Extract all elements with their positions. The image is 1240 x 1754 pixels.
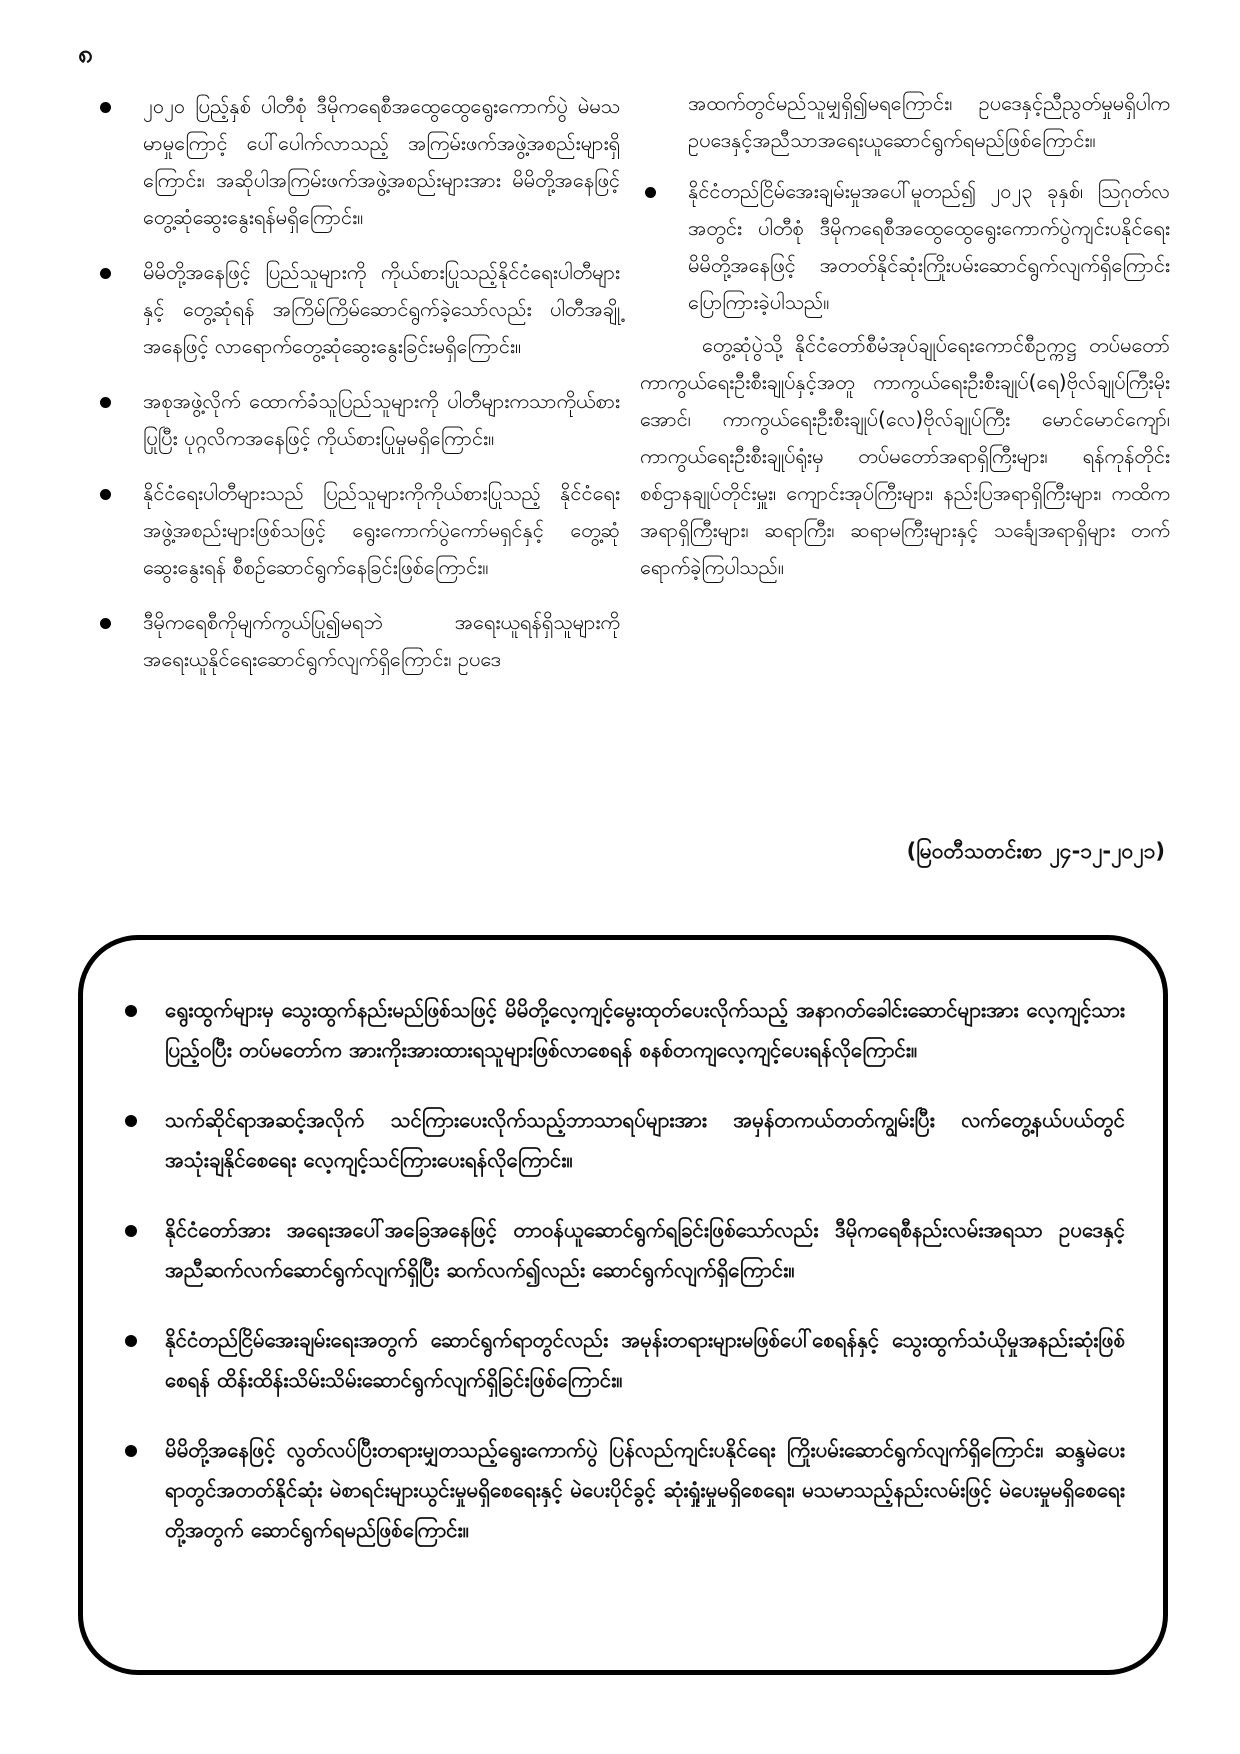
box-bullet-list xyxy=(125,990,1125,1580)
list-item: ၂၀၂၀ ပြည့်နှစ် ပါတီစုံ ဒီမိုကရေစီအထွေထွေရွေးကောက်ပွဲ မဲမသမာမှုကြောင့် ပေါ်ပေါက်လာသည့် အကြမ်းဖက်အဖွဲ့အစည်းများရှိကြောင်း၊ အဆိုပါအကြမ်းဖက်အဖွဲ့အစည်းများအား မိမိတို့အနေဖြင့် တွေ့ဆုံဆွေးနွေးရန်မရှိကြောင်း။ xyxy=(95,88,620,236)
highlight-box xyxy=(78,935,1168,1675)
list-item: နိုင်ငံတည်ငြိမ်အေးချမ်းရေးအတွက် ဆောင်ရွက်ရာတွင်လည်း အမုန်းတရားများမဖြစ်ပေါ်စေရန်နှင့် သွေးထွက်သံယိုမှုအနည်းဆုံးဖြစ်စေရန် ထိန်းထိန်းသိမ်းသိမ်းဆောင်ရွက်လျက်ရှိခြင်းဖြစ်ကြောင်း။ xyxy=(125,1320,1125,1400)
list-item: နိုင်ငံတည်ငြိမ်အေးချမ်းမှုအပေါ်မူတည်၍ ၂၀၂၃ ခုနှစ်၊ ဩဂုတ်လအတွင်း ပါတီစုံ ဒီမိုကရေစီအထွေထွေရွေးကောက်ပွဲကျင်းပနိုင်ရေး မိမိတို့အနေဖြင့် အတတ်နိုင်ဆုံးကြိုးပမ်းဆောင်ရွက်လျက်ရှိကြောင်း ပြောကြားခဲ့ပါသည်။ xyxy=(640,173,1170,321)
list-item: မိမိတို့အနေဖြင့် လွတ်လပ်ပြီးတရားမျှတသည့်ရွေးကောက်ပွဲ ပြန်လည်ကျင်းပနိုင်ရေး ကြိုးပမ်းဆောင်ရွက်လျက်ရှိကြောင်း၊ ဆန္ဒမဲပေးရာတွင်အတတ်နိုင်ဆုံး မဲစာရင်းများယွင်းမှုမရှိစေရေးနှင့် မဲပေးပိုင်ခွင့် ဆုံးရှုံးမှုမရှိစေရေး၊ မသမာသည့်နည်းလမ်းဖြင့် မဲပေးမှုမရှိစေရေးတို့အတွက် ဆောင်ရွက်ရမည်ဖြစ်ကြောင်း။ xyxy=(125,1430,1125,1550)
list-item: ရွေးထွက်များမှ သွေးထွက်နည်းမည်ဖြစ်သဖြင့် မိမိတို့လေ့ကျင့်မွေးထုတ်ပေးလိုက်သည့် အနာဂတ်ခေါင်းဆောင်များအား လေ့ကျင့်သားပြည့်ဝပြီး တပ်မတော်က အားကိုးအားထားရသူများဖြစ်လာစေရန် စနစ်တကျလေ့ကျင့်ပေးရန်လိုကြောင်း။ xyxy=(125,990,1125,1070)
left-column xyxy=(95,88,620,696)
right-column xyxy=(640,85,1170,586)
right-bullet-list xyxy=(640,173,1170,321)
list-item: နိုင်ငံတော်အား အရေးအပေါ်အခြေအနေဖြင့် တာဝန်ယူဆောင်ရွက်ရခြင်းဖြစ်သော်လည်း ဒီမိုကရေစီနည်းလမ်းအရသာ ဥပဒေနှင့်အညီဆက်လက်ဆောင်ရွက်လျက်ရှိပြီး ဆက်လက်၍လည်း ဆောင်ရွက်လျက်ရှိကြောင်း။ xyxy=(125,1210,1125,1290)
list-item: ဒီမိုကရေစီကိုမျက်ကွယ်ပြု၍မရဘဲ အရေးယူရန်ရှိသူများကို အရေးယူနိုင်ရေးဆောင်ရွက်လျက်ရှိကြောင်း၊ ဥပဒေ xyxy=(95,604,620,678)
page-number: ၈ xyxy=(78,39,93,69)
source-citation: (မြဝတီသတင်းစာ ၂၄-၁၂-၂၀၂၁) xyxy=(906,839,1165,863)
list-item: မိမိတို့အနေဖြင့် ပြည်သူများကို ကိုယ်စားပြုသည့်နိုင်ငံရေးပါတီများနှင့် တွေ့ဆုံရန် အကြိမ်ကြိမ်ဆောင်ရွက်ခဲ့သော်လည်း ပါတီအချို့အနေဖြင့် လာရောက်တွေ့ဆုံဆွေးနွေးခြင်းမရှိကြောင်း။ xyxy=(95,254,620,365)
list-item: အစုအဖွဲ့လိုက် ထောက်ခံသူပြည်သူများကို ပါတီများကသာကိုယ်စားပြုပြီး ပုဂ္ဂလိကအနေဖြင့် ကိုယ်စားပြုမှုမရှိကြောင်း။ xyxy=(95,383,620,457)
list-item: သက်ဆိုင်ရာအဆင့်အလိုက် သင်ကြားပေးလိုက်သည့်ဘာသာရပ်များအား အမှန်တကယ်တတ်ကျွမ်းပြီး လက်တွေ့နယ်ပယ်တွင် အသုံးချနိုင်စေရေး လေ့ကျင့်သင်ကြားပေးရန်လိုကြောင်း။ xyxy=(125,1100,1125,1180)
list-item: နိုင်ငံရေးပါတီများသည် ပြည်သူများကိုကိုယ်စားပြုသည့် နိုင်ငံရေးအဖွဲ့အစည်းများဖြစ်သဖြင့် ရွေးကောက်ပွဲကော်မရှင်နှင့် တွေ့ဆုံဆွေးနွေးရန် စီစဉ်ဆောင်ရွက်နေခြင်းဖြစ်ကြောင်း။ xyxy=(95,475,620,586)
continued-text: အထက်တွင်မည်သူမျှရှိ၍မရကြောင်း၊ ဥပဒေနှင့်ညီညွတ်မှုမရှိပါက ဥပဒေနှင့်အညီသာအရေးယူဆောင်ရွက်ရမည်ဖြစ်ကြောင်း။ xyxy=(688,91,1170,152)
attendees-paragraph: တွေ့ဆုံပွဲသို့ နိုင်ငံတော်စီမံအုပ်ချုပ်ရေးကောင်စီဥက္ကဋ္ဌ တပ်မတော်ကာကွယ်ရေးဦးစီးချုပ်နှင့်အတူ ကာကွယ်ရေးဦးစီးချုပ်(ရေ)ဗိုလ်ချုပ်ကြီးမိုးအောင်၊ ကာကွယ်ရေးဦးစီးချုပ်(လေ)ဗိုလ်ချုပ်ကြီး မောင်မောင်ကျော်၊ ကာကွယ်ရေးဦးစီးချုပ်ရုံးမှ တပ်မတော်အရာရှိကြီးများ၊ ရန်ကုန်တိုင်းစစ်ဌာနချုပ်တိုင်းမှူး၊ ကျောင်းအုပ်ကြီးများ၊ နည်းပြအရာရှိကြီးများ၊ ကထိကအရာရှိကြီးများ၊ ဆရာကြီး၊ ဆရာမကြီးများနှင့် သင်္ချေအရာရှိများ တက်ရောက်ခဲ့ကြပါသည်။ xyxy=(640,333,1170,579)
left-bullet-list xyxy=(95,88,620,678)
